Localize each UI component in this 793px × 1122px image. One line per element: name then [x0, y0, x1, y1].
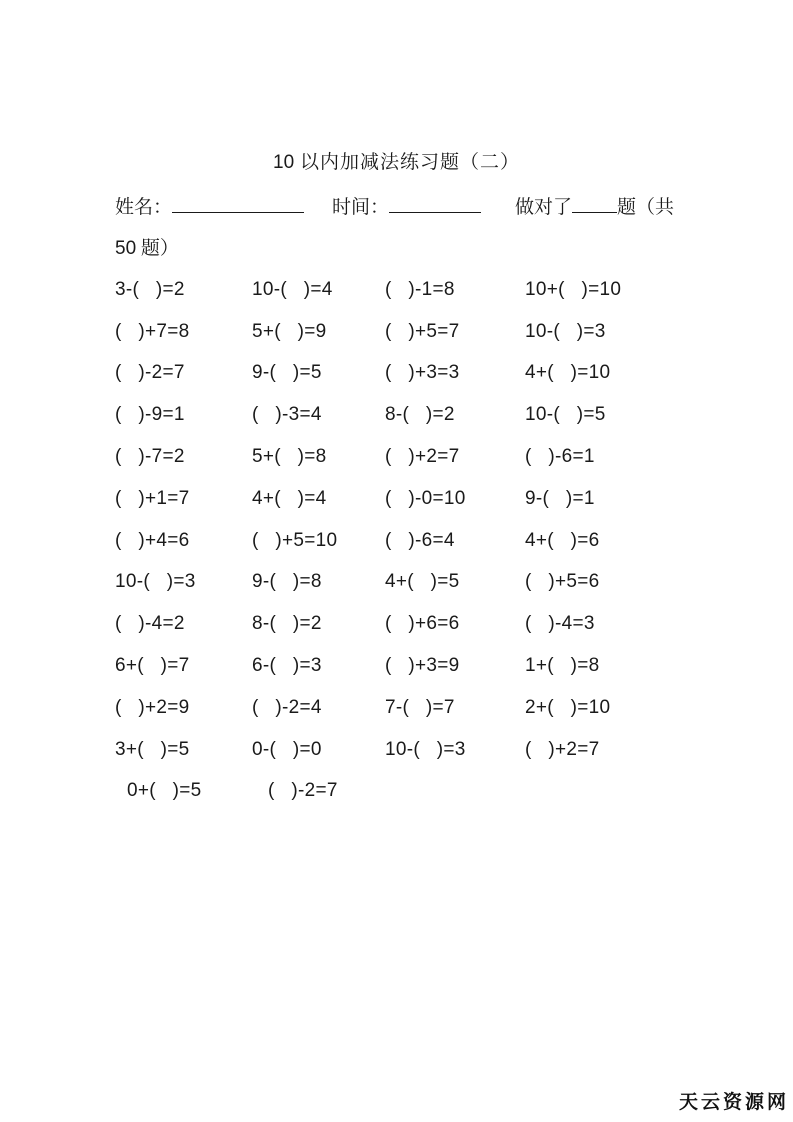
watermark: 天云资源网: [678, 1092, 789, 1113]
total-number: 50: [115, 238, 137, 259]
problem-row: [115, 478, 735, 520]
problem: ( )+6=6: [385, 613, 460, 635]
problem: ( )+2=7: [525, 738, 600, 760]
problem: 10-( )=3: [115, 571, 196, 593]
problem: 3-( )=2: [115, 278, 185, 300]
correct-label: 做对了: [515, 197, 573, 218]
total-suffix: 题）: [136, 238, 179, 259]
problem: ( )+7=8: [115, 320, 190, 342]
problem: ( )+5=6: [525, 571, 600, 593]
worksheet-header: [115, 192, 695, 219]
problem: ( )+1=7: [115, 487, 190, 509]
problem-row: [115, 269, 735, 311]
title-text: 以内加减法练习题（二）: [294, 152, 520, 173]
problem: ( )-7=2: [115, 446, 185, 468]
problem: 10-( )=5: [525, 404, 606, 426]
problem: ( )-4=3: [525, 613, 595, 635]
problem-row: [115, 311, 735, 353]
problem: ( )-4=2: [115, 613, 185, 635]
problem: ( )-9=1: [115, 404, 185, 426]
problem: 6-( )=3: [252, 655, 322, 677]
problem-row: [115, 520, 735, 562]
name-label: 姓名：: [115, 197, 173, 218]
problem: ( )+4=6: [115, 529, 190, 551]
problem: 4+( )=4: [252, 487, 327, 509]
problem: ( )-2=4: [252, 696, 322, 718]
problem: ( )-6=1: [525, 446, 595, 468]
problem: 10-( )=4: [252, 278, 333, 300]
problem: ( )-2=7: [115, 362, 185, 384]
correct-count-blank: [572, 196, 617, 213]
problem: 6+( )=7: [115, 655, 190, 677]
time-label: 时间：: [332, 197, 390, 218]
problem: ( )-0=10: [385, 487, 466, 509]
correct-suffix: 题（共: [617, 197, 675, 218]
problem: ( )+2=9: [115, 696, 190, 718]
problem: ( )+5=10: [252, 529, 338, 551]
problem-row: [115, 729, 735, 771]
problem: 9-( )=8: [252, 571, 322, 593]
problems-grid: [115, 269, 735, 812]
problem-row: [115, 436, 735, 478]
problem: 10+( )=10: [525, 278, 622, 300]
total-line: [115, 233, 179, 260]
problem-row: [115, 394, 735, 436]
problem: 4+( )=10: [525, 362, 611, 384]
problem-row: [115, 353, 735, 395]
problem: ( )-2=7: [268, 780, 338, 802]
problem: 0-( )=0: [252, 738, 322, 760]
problem: ( )+3=9: [385, 655, 460, 677]
problem: 8-( )=2: [385, 404, 455, 426]
problem: 1+( )=8: [525, 655, 600, 677]
problem-row: [115, 562, 735, 604]
problem: 9-( )=5: [252, 362, 322, 384]
problem: 2+( )=10: [525, 696, 611, 718]
problem: 0+( )=5: [127, 780, 202, 802]
problem: 4+( )=6: [525, 529, 600, 551]
problem-row: [115, 603, 735, 645]
problem: 5+( )=8: [252, 446, 327, 468]
page-title: [0, 147, 793, 174]
problem: 10-( )=3: [525, 320, 606, 342]
problem: ( )-1=8: [385, 278, 455, 300]
problem-row: [115, 771, 735, 813]
problem: ( )+3=3: [385, 362, 460, 384]
title-number: 10: [273, 152, 295, 173]
problem: 9-( )=1: [525, 487, 595, 509]
problem: 3+( )=5: [115, 738, 190, 760]
time-blank: [389, 196, 481, 213]
problem: 7-( )=7: [385, 696, 455, 718]
problem: 8-( )=2: [252, 613, 322, 635]
problem: ( )+2=7: [385, 446, 460, 468]
problem: ( )+5=7: [385, 320, 460, 342]
problem-row: [115, 687, 735, 729]
problem: ( )-6=4: [385, 529, 455, 551]
problem: 5+( )=9: [252, 320, 327, 342]
name-blank: [172, 196, 304, 213]
problem: 10-( )=3: [385, 738, 466, 760]
problem: ( )-3=4: [252, 404, 322, 426]
problem-row: [115, 645, 735, 687]
problem: 4+( )=5: [385, 571, 460, 593]
